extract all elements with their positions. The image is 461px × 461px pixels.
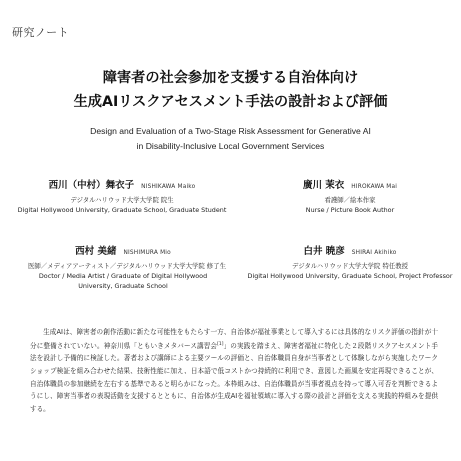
author-name-ja: 西村 美緒 <box>75 246 117 257</box>
author-block-2 <box>250 179 450 215</box>
author-affiliation-en: Nurse / Picture Book Author <box>305 206 395 214</box>
paper-title-en <box>0 124 461 154</box>
author-affiliation-en: Doctor / Media Artist / Graduate of Digital Hollywood University, Graduate School <box>38 272 208 290</box>
author-name-en: NISHIKAWA Maiko <box>141 184 196 190</box>
paper-title-en-line-1: Design and Evaluation of a Two-Stage Risk Assessment for Generative AI <box>90 126 371 136</box>
author-affiliation-ja: 看護師／絵本作家 <box>324 196 376 204</box>
author-name-en: NISHIMURA Mio <box>123 250 171 256</box>
author-name-ja: 西川（中村）舞衣子 <box>48 180 135 191</box>
author-affiliation-en: Digital Hollywood University, Graduate School, Graduate Student <box>17 206 227 214</box>
author-name-en: SHIRAI Akihiko <box>351 250 397 256</box>
author-block-3 <box>28 245 226 291</box>
author-name-ja: 白井 暁彦 <box>303 246 345 257</box>
author-affiliation-ja: デジタルハリウッド大学大学院 特任教授 <box>291 262 409 270</box>
author-block-4 <box>240 245 460 281</box>
section-label: 研究ノート <box>12 26 70 39</box>
author-affiliation-en: Digital Hollywood University, Graduate School, Project Professor <box>247 272 453 280</box>
paper-title-ja-line-2: 生成AIリスクアセスメント手法の設計および評価 <box>73 94 388 110</box>
abstract-paragraph <box>30 326 438 415</box>
author-affiliation-ja: デジタルハリウッド大学大学院 院生 <box>70 196 174 204</box>
abstract-text-continued: 」の実践を踏まえ、障害者福祉に特化した２段階リスクアセスメント手法を設計し予備的に検証した。著者および講師による主要ツールの評価と、自治体職員自身が当事者として体験しながら実施したワークショップ検証を組み合わせた結果、技術性能に加え、日本語で低コストかつ持続的に利用でき、意図した画風を安定再現できることが、自治体職員の参加継続を左右する基準であると明らかになった。本枠組みは、自治体職員が当事者視点を持って導入可否を判断できるようにし、障害当事者の表現活動を支援するとともに、自治体が生成AIを福祉領域に導入する際の設計と評価を支える実践的枠組みを提供する。 <box>30 341 438 413</box>
author-name-en: HIROKAWA Mai <box>351 184 398 190</box>
author-name-ja: 廣川 茉衣 <box>302 180 345 191</box>
author-affiliation-ja: 医師／メディアアーティスト／デジタルハリウッド大学大学院 修了生 <box>28 262 226 270</box>
citation-reference: [1] <box>217 341 224 347</box>
paper-title-ja <box>0 66 461 114</box>
author-block-1 <box>12 179 232 215</box>
paper-title-ja-line-1: 障害者の社会参加を支援する自治体向け <box>102 70 359 86</box>
abstract-text: 生成AIは、障害者の創作活動に新たな可能性をもたらす一方、自治体が福祉事業として導入するには具体的なリスク評価の指針が十分に整備されていない。神奈川県「ともいきメタバース講習会 <box>30 328 438 350</box>
paper-title-en-line-2: in Disability-Inclusive Local Government Services <box>136 141 325 151</box>
